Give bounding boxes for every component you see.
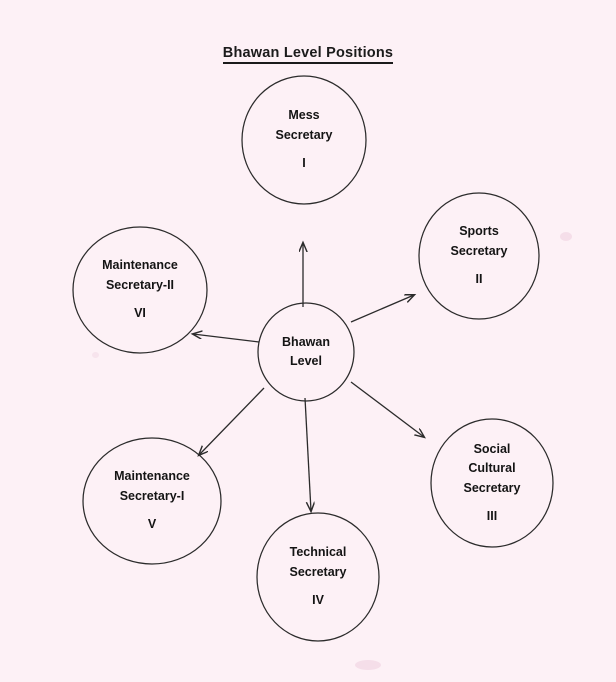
node-sports-secretary[interactable] <box>419 193 539 319</box>
node-technical-secretary-line-2: Secretary <box>289 564 347 579</box>
node-maintenance-secretary-2[interactable] <box>73 227 207 353</box>
node-maintenance-secretary-2-line-1: Maintenance <box>102 258 178 273</box>
node-technical-secretary-line-1: Technical <box>289 545 347 560</box>
node-maintenance-secretary-1-line-1: Maintenance <box>114 469 190 484</box>
diagram-title <box>0 45 616 61</box>
paper-blotch <box>560 232 572 241</box>
node-social-cultural-secretary-line-2: Cultural <box>468 461 516 476</box>
node-sports-secretary-number: II <box>475 272 483 287</box>
node-social-cultural-secretary[interactable] <box>431 419 553 547</box>
node-social-cultural-secretary-number: III <box>486 508 498 523</box>
diagram-title-text: Bhawan Level Positions <box>223 45 393 64</box>
node-maintenance-secretary-1[interactable] <box>83 438 221 564</box>
node-maintenance-secretary-2-line-2: Secretary-II <box>105 277 175 292</box>
node-sports-secretary-line-2: Secretary <box>450 243 508 258</box>
node-maintenance-secretary-1-line-2: Secretary-I <box>119 488 185 503</box>
node-center-line-1: Bhawan <box>282 334 330 349</box>
node-mess-secretary-number: I <box>302 156 306 171</box>
node-mess-secretary-line-1: Mess <box>288 108 320 123</box>
node-sports-secretary-line-1: Sports <box>459 224 499 239</box>
node-technical-secretary[interactable] <box>257 513 379 641</box>
node-center-line-2: Level <box>290 354 322 368</box>
node-mess-secretary-line-2: Secretary <box>275 127 333 142</box>
paper-blotch <box>355 660 381 670</box>
node-maintenance-secretary-2-number: VI <box>134 306 146 321</box>
node-maintenance-secretary-1-number: V <box>147 517 157 532</box>
node-technical-secretary-number: IV <box>312 593 324 608</box>
node-social-cultural-secretary-line-1: Social <box>473 441 511 456</box>
node-mess-secretary[interactable] <box>242 76 366 204</box>
node-social-cultural-secretary-line-3: Secretary <box>463 480 521 495</box>
node-center[interactable] <box>258 303 354 401</box>
